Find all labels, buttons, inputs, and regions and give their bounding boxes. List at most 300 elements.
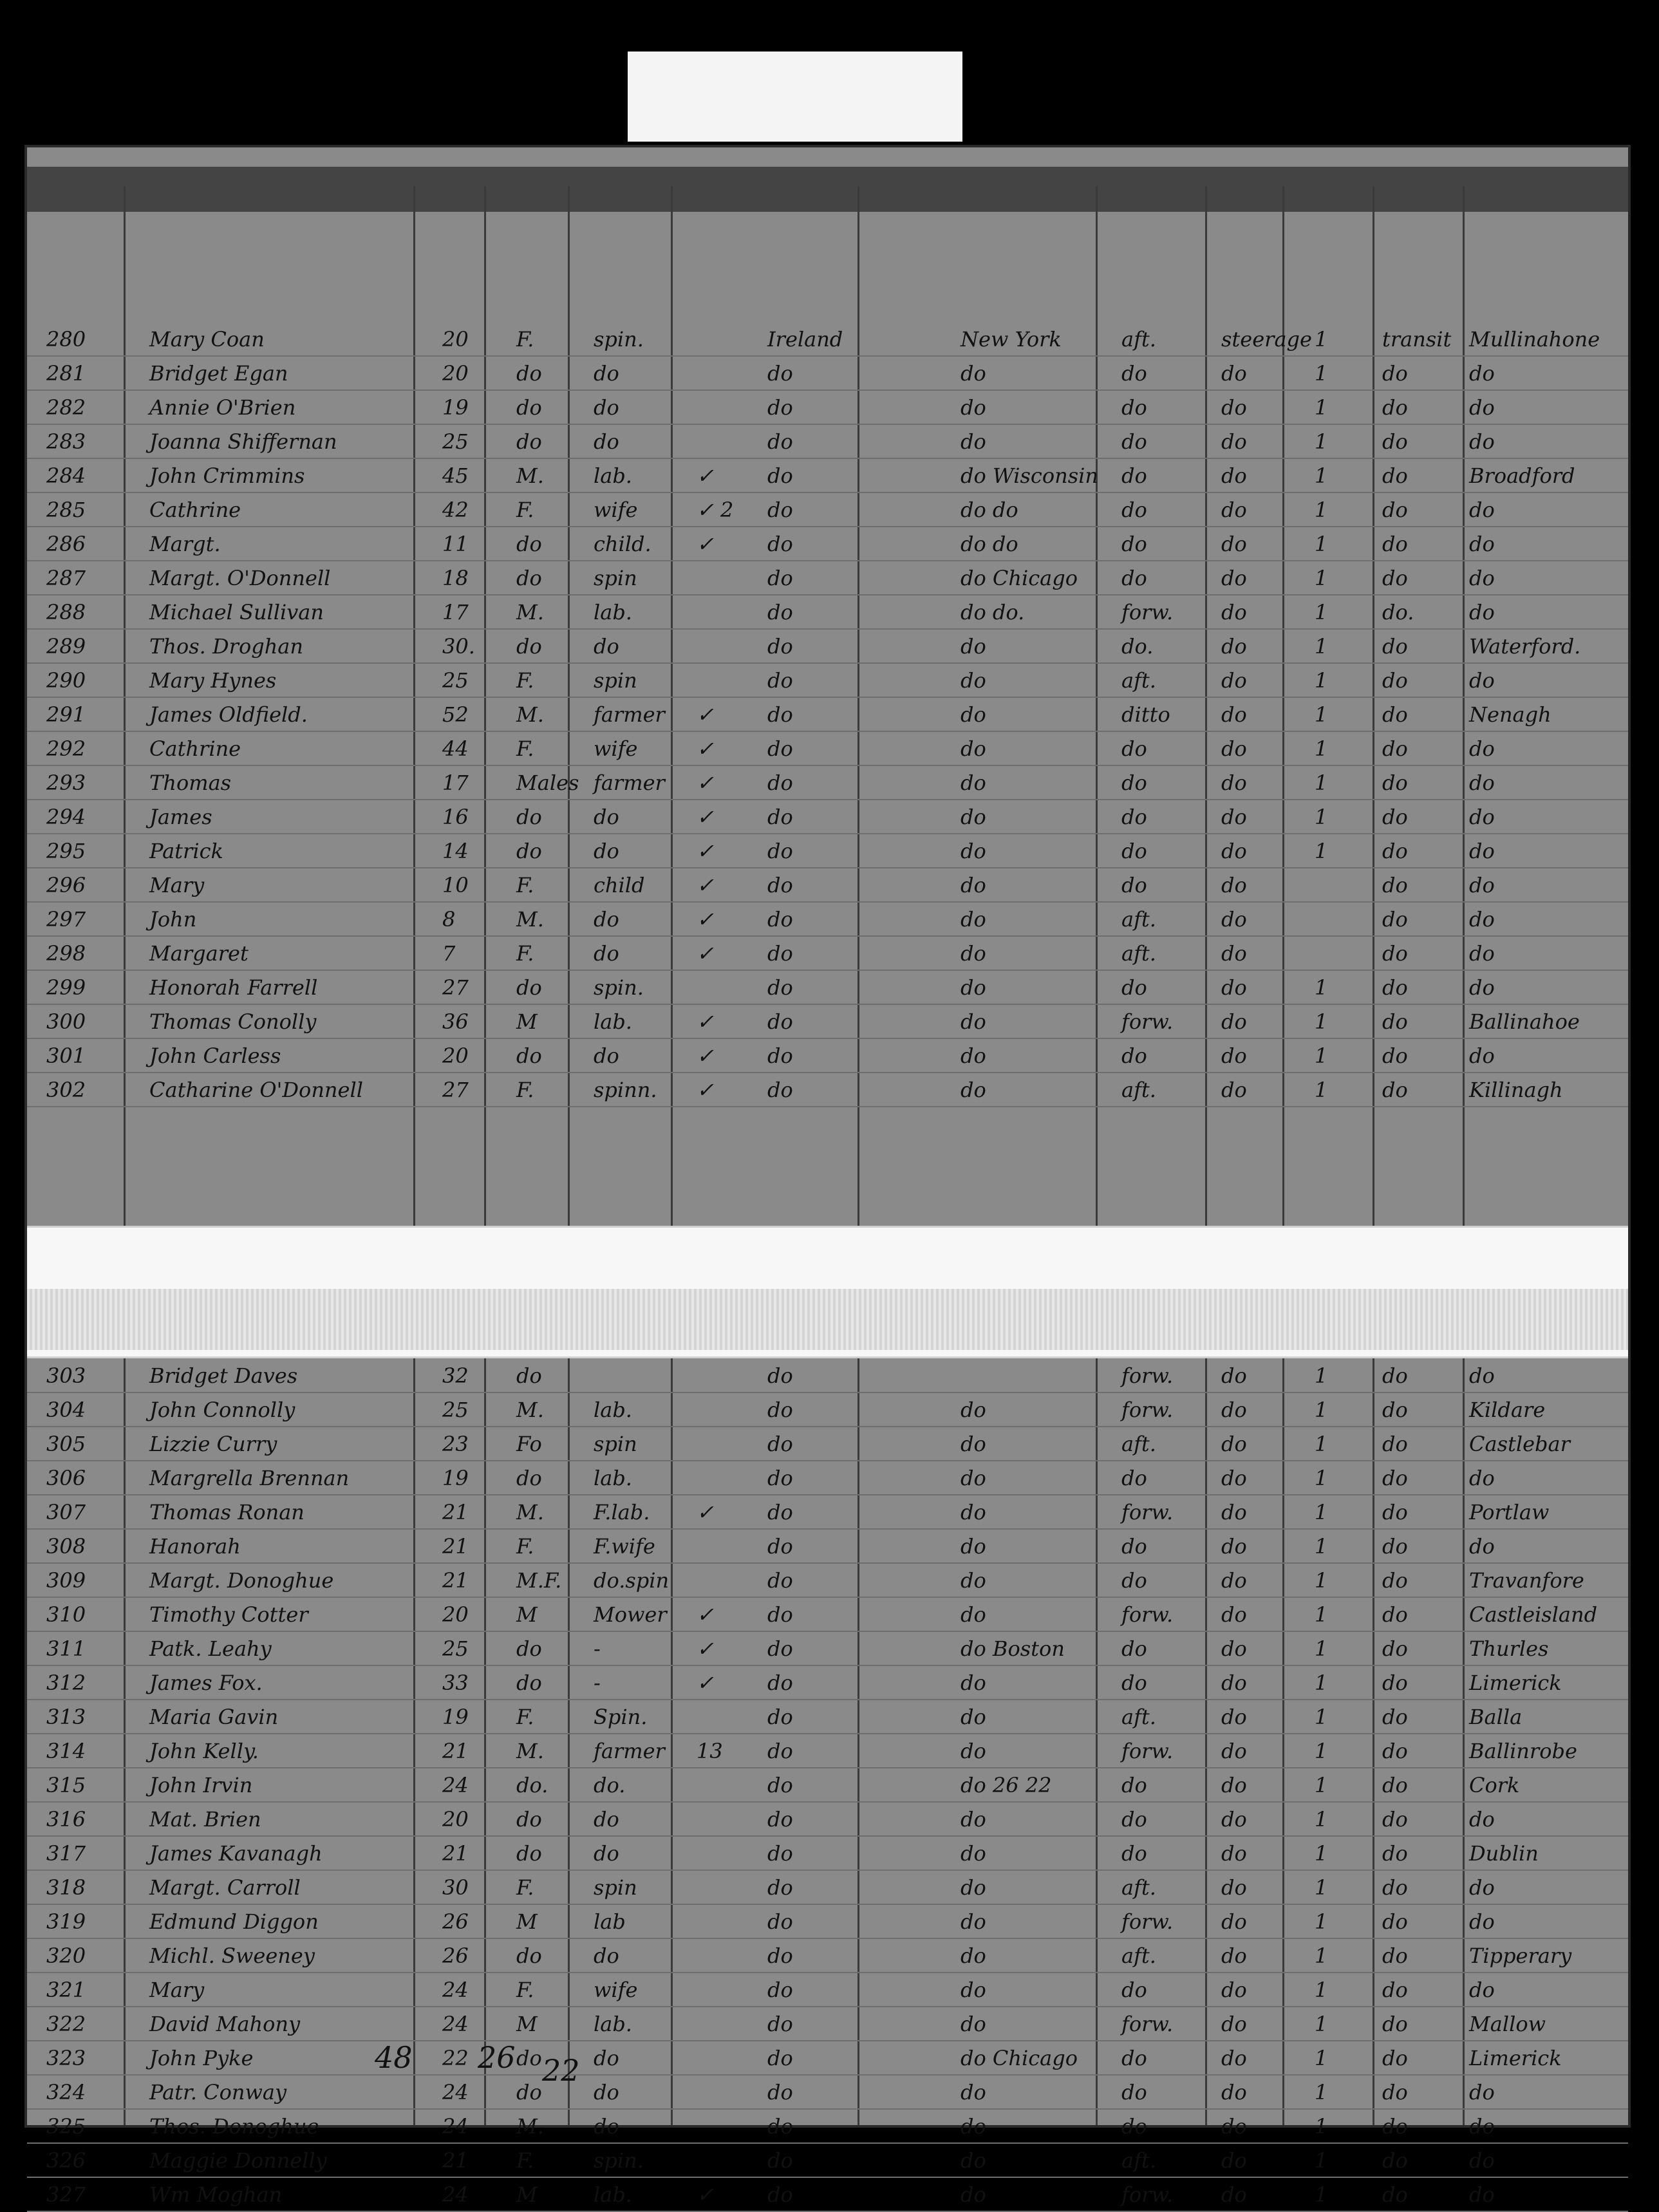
- cell-country: do: [767, 566, 793, 590]
- cell-town: Broadford: [1469, 464, 1575, 488]
- cell-comp: do.: [1121, 634, 1154, 659]
- cell-mark: ✓: [697, 1636, 714, 1661]
- cell-num: 299: [46, 975, 86, 1000]
- cell-town: do: [1469, 941, 1495, 966]
- cell-dest: do: [961, 839, 986, 863]
- cell-sex: do: [516, 361, 542, 386]
- cell-comp: aft.: [1121, 1944, 1156, 1968]
- cell-country: do: [767, 464, 793, 488]
- cell-town: Mallow: [1469, 2012, 1546, 2036]
- cell-occ: [594, 1362, 690, 1390]
- cell-transit: do: [1382, 1500, 1408, 1524]
- cell-pkg: 1: [1315, 361, 1328, 386]
- cell-country: do: [767, 395, 793, 420]
- cell-town: Balla: [1469, 1705, 1523, 1729]
- cell-sex: do: [516, 395, 542, 420]
- cell-age: 25: [442, 1636, 469, 1661]
- cell-town: do: [1469, 2080, 1495, 2104]
- cell-transit: do: [1382, 1944, 1408, 1968]
- cell-dest: do 26 22: [961, 1773, 1052, 1797]
- cell-comp: aft.: [1121, 2148, 1156, 2173]
- cell-pkg: 1: [1315, 1978, 1328, 2002]
- cell-town: do: [1469, 2182, 1495, 2207]
- cell-town: Waterford.: [1469, 634, 1581, 659]
- table-row: [27, 1733, 1628, 1768]
- cell-country: do: [767, 2046, 793, 2070]
- cell-comp: forw.: [1121, 1602, 1174, 1627]
- cell-town: do: [1469, 907, 1495, 932]
- cell-name: John Carless: [149, 1044, 281, 1068]
- cell-age: 23: [442, 1432, 469, 1456]
- cell-pkg: 1: [1315, 1568, 1328, 1593]
- cell-num: 309: [46, 1568, 86, 1593]
- cell-occ: do: [594, 805, 619, 829]
- table-row: [27, 2108, 1628, 2144]
- cell-town: do: [1469, 1978, 1495, 2002]
- cell-age: 24: [442, 2012, 469, 2036]
- cell-name: Cathrine: [149, 498, 241, 522]
- cell-mark: [697, 973, 767, 1002]
- cell-mark: [697, 1976, 767, 2004]
- cell-comp: do: [1121, 361, 1147, 386]
- cell-age: 18: [442, 566, 469, 590]
- cell-occ: spin: [594, 1432, 637, 1456]
- cell-age: 21: [442, 1841, 469, 1866]
- cell-dest: New York: [961, 327, 1062, 351]
- cell-num: 326: [46, 2148, 86, 2173]
- cell-name: Mary Hynes: [149, 668, 277, 693]
- cell-mark: [697, 1873, 767, 1902]
- cell-name: Thomas Conolly: [149, 1009, 317, 1034]
- cell-sex: Fo: [516, 1432, 542, 1456]
- cell-transit: do: [1382, 736, 1408, 761]
- page-top-edge: [27, 167, 1628, 212]
- cell-dest: do: [961, 2148, 986, 2173]
- cell-transit: do: [1382, 2114, 1408, 2139]
- cell-class: do: [1221, 1534, 1247, 1559]
- cell-town: Killinagh: [1469, 1078, 1563, 1102]
- cell-town: do: [1469, 975, 1495, 1000]
- cell-transit: do: [1382, 975, 1408, 1000]
- cell-name: Margt. Donoghue: [149, 1568, 334, 1593]
- table-row: [27, 1038, 1628, 1073]
- table-row: [27, 526, 1628, 561]
- cell-transit: do: [1382, 873, 1408, 897]
- table-row: [27, 1004, 1628, 1039]
- cell-num: 282: [46, 395, 86, 420]
- table-row: [27, 1767, 1628, 1803]
- cell-dest: do: [961, 907, 986, 932]
- cell-town: do: [1469, 1364, 1495, 1388]
- cell-comp: do: [1121, 1978, 1147, 2002]
- cell-sex: do: [516, 805, 542, 829]
- cell-num: 281: [46, 361, 86, 386]
- cell-pkg: 1: [1315, 975, 1328, 1000]
- cell-dest: do: [961, 429, 986, 454]
- cell-comp: do: [1121, 1773, 1147, 1797]
- cell-mark: 13: [697, 1739, 723, 1763]
- cell-mark: ✓: [697, 1500, 714, 1524]
- cell-dest: do: [961, 361, 986, 386]
- table-row: [27, 321, 1628, 357]
- cell-country: do: [767, 1466, 793, 1490]
- table-row: [27, 492, 1628, 527]
- cell-sex: do.: [516, 1773, 548, 1797]
- cell-transit: do: [1382, 1364, 1408, 1388]
- cell-occ: do: [594, 2046, 619, 2070]
- cell-class: do: [1221, 1009, 1247, 1034]
- cell-pkg: 1: [1315, 2114, 1328, 2139]
- cell-transit: do: [1382, 566, 1408, 590]
- cell-class: do: [1221, 1978, 1247, 2002]
- cell-sex: Males: [516, 771, 579, 795]
- cell-name: Michl. Sweeney: [149, 1944, 315, 1968]
- table-row: [27, 628, 1628, 664]
- cell-age: 24: [442, 2080, 469, 2104]
- cell-class: do: [1221, 464, 1247, 488]
- cell-town: do: [1469, 532, 1495, 556]
- cell-sex: do: [516, 1807, 542, 1832]
- cell-dest: do: [961, 771, 986, 795]
- cell-mark: [697, 1532, 767, 1561]
- cell-age: 19: [442, 1466, 469, 1490]
- cell-age: 25: [442, 1398, 469, 1422]
- cell-age: 32: [442, 1364, 469, 1388]
- cell-occ: F.wife: [594, 1534, 655, 1559]
- cell-occ: lab.: [594, 1009, 632, 1034]
- cell-transit: do: [1382, 1773, 1408, 1797]
- cell-town: do: [1469, 771, 1495, 795]
- cell-name: Margrella Brennan: [149, 1466, 350, 1490]
- cell-mark: [697, 2078, 767, 2106]
- cell-country: do: [767, 1978, 793, 2002]
- cell-town: Kildare: [1469, 1398, 1546, 1422]
- cell-age: 20: [442, 327, 469, 351]
- cell-dest: do: [961, 1432, 986, 1456]
- cell-mark: ✓: [697, 873, 714, 897]
- cell-class: do: [1221, 566, 1247, 590]
- cell-mark: [697, 1942, 767, 1970]
- cell-transit: do: [1382, 2148, 1408, 2173]
- table-row: [27, 799, 1628, 834]
- cell-class: do: [1221, 1705, 1247, 1729]
- cell-comp: aft.: [1121, 1705, 1156, 1729]
- table-row: [27, 2142, 1628, 2178]
- cell-mark: [697, 1362, 767, 1390]
- cell-country: do: [767, 839, 793, 863]
- cell-num: 301: [46, 1044, 86, 1068]
- cell-num: 306: [46, 1466, 86, 1490]
- cell-class: do: [1221, 1636, 1247, 1661]
- cell-occ: Mower: [594, 1602, 667, 1627]
- cell-town: Travanfore: [1469, 1568, 1584, 1593]
- cell-transit: do: [1382, 2182, 1408, 2207]
- cell-mark: ✓: [697, 941, 714, 966]
- cell-sex: F.: [516, 873, 534, 897]
- cell-dest: do: [961, 941, 986, 966]
- cell-mark: [697, 1430, 767, 1458]
- cell-age: 25: [442, 429, 469, 454]
- cell-num: 303: [46, 1364, 86, 1388]
- cell-num: 322: [46, 2012, 86, 2036]
- cell-mark: [697, 1907, 767, 1936]
- cell-class: do: [1221, 975, 1247, 1000]
- cell-sex: M: [516, 1009, 538, 1034]
- cell-pkg: 1: [1315, 532, 1328, 556]
- table-row: [27, 1631, 1628, 1666]
- cell-occ: do: [594, 361, 619, 386]
- table-row: [27, 1835, 1628, 1871]
- cell-class: do: [1221, 2012, 1247, 2036]
- cell-class: do: [1221, 1432, 1247, 1456]
- cell-pkg: 1: [1315, 634, 1328, 659]
- cell-pkg: 1: [1315, 1739, 1328, 1763]
- cell-comp: do: [1121, 1636, 1147, 1661]
- cell-comp: do: [1121, 839, 1147, 863]
- cell-dest: do: [961, 1909, 986, 1934]
- cell-age: 20: [442, 361, 469, 386]
- cell-comp: aft.: [1121, 941, 1156, 966]
- cell-class: do: [1221, 2046, 1247, 2070]
- cell-country: do: [767, 532, 793, 556]
- cell-sex: F.: [516, 668, 534, 693]
- cell-country: do: [767, 907, 793, 932]
- cell-transit: do: [1382, 941, 1408, 966]
- manifest-page: [24, 145, 1631, 2207]
- cell-class: do: [1221, 498, 1247, 522]
- cell-country: do: [767, 361, 793, 386]
- cell-town: do: [1469, 873, 1495, 897]
- cell-mark: ✓: [697, 1602, 714, 1627]
- cell-num: 280: [46, 327, 86, 351]
- cell-comp: do: [1121, 566, 1147, 590]
- cell-class: do: [1221, 532, 1247, 556]
- cell-transit: do: [1382, 1909, 1408, 1934]
- cell-occ: wife: [594, 736, 638, 761]
- cell-occ: lab.: [594, 1398, 632, 1422]
- table-row: [27, 1392, 1628, 1427]
- table-row: [27, 1699, 1628, 1734]
- cell-sex: M.: [516, 1739, 544, 1763]
- cell-transit: do: [1382, 1671, 1408, 1695]
- cell-occ: child.: [594, 532, 651, 556]
- cell-comp: do: [1121, 498, 1147, 522]
- cell-transit: do: [1382, 771, 1408, 795]
- cell-name: James Kavanagh: [149, 1841, 323, 1866]
- cell-mark: [697, 1566, 767, 1595]
- cell-num: 313: [46, 1705, 86, 1729]
- cell-sex: M: [516, 1909, 538, 1934]
- cell-name: David Mahony: [149, 2012, 301, 2036]
- cell-dest: do: [961, 1875, 986, 1900]
- cell-dest: do: [961, 1534, 986, 1559]
- cell-occ: F.lab.: [594, 1500, 650, 1524]
- cell-transit: do: [1382, 1534, 1408, 1559]
- cell-town: Portlaw: [1469, 1500, 1550, 1524]
- cell-class: do: [1221, 1364, 1247, 1388]
- cell-age: 21: [442, 1568, 469, 1593]
- cell-mark: ✓ 2: [697, 498, 734, 522]
- table-row: [27, 355, 1628, 391]
- cell-pkg: 1: [1315, 600, 1328, 624]
- cell-num: 307: [46, 1500, 86, 1524]
- cell-comp: do: [1121, 532, 1147, 556]
- cell-comp: do: [1121, 771, 1147, 795]
- cell-age: 20: [442, 1602, 469, 1627]
- cell-num: 297: [46, 907, 86, 932]
- cell-occ: spin: [594, 668, 637, 693]
- cell-dest: do: [961, 1500, 986, 1524]
- cell-pkg: 1: [1315, 1909, 1328, 1934]
- cell-num: 304: [46, 1398, 86, 1422]
- cell-country: Ireland: [767, 327, 843, 351]
- cell-class: do: [1221, 1807, 1247, 1832]
- cell-comp: do: [1121, 873, 1147, 897]
- cell-mark: ✓: [697, 736, 714, 761]
- cell-mark: [697, 2146, 767, 2175]
- cell-sex: M: [516, 2012, 538, 2036]
- cell-num: 289: [46, 634, 86, 659]
- cell-town: do: [1469, 600, 1495, 624]
- cell-name: Catharine O'Donnell: [149, 1078, 363, 1102]
- cell-name: Cathrine: [149, 736, 241, 761]
- cell-class: do: [1221, 1671, 1247, 1695]
- table-row: [27, 901, 1628, 937]
- cell-dest: do Boston: [961, 1636, 1065, 1661]
- cell-mark: ✓: [697, 532, 714, 556]
- cell-class: do: [1221, 429, 1247, 454]
- cell-occ: spin.: [594, 975, 644, 1000]
- cell-dest: do: [961, 2012, 986, 2036]
- cell-comp: aft.: [1121, 668, 1156, 693]
- cell-sex: F.: [516, 941, 534, 966]
- cell-num: 308: [46, 1534, 86, 1559]
- cell-transit: do: [1382, 1009, 1408, 1034]
- cell-sex: do: [516, 1944, 542, 1968]
- cell-dest: do Wisconsin: [961, 464, 1098, 488]
- table-row: [27, 1972, 1628, 2007]
- cell-pkg: 1: [1315, 839, 1328, 863]
- cell-comp: forw.: [1121, 600, 1174, 624]
- cell-dest: [961, 1362, 1115, 1390]
- cell-mark: ✓: [697, 702, 714, 727]
- cell-sex: M.: [516, 600, 544, 624]
- cell-mark: [697, 1464, 767, 1492]
- cell-num: 295: [46, 839, 86, 863]
- cell-country: do: [767, 1432, 793, 1456]
- cell-town: Thurles: [1469, 1636, 1549, 1661]
- cell-pkg: 1: [1315, 327, 1328, 351]
- cell-town: Nenagh: [1469, 702, 1551, 727]
- table-row: [27, 458, 1628, 493]
- cell-pkg: 1: [1315, 1671, 1328, 1695]
- table-row: [27, 2040, 1628, 2076]
- table-row: [27, 731, 1628, 766]
- cell-age: 24: [442, 1773, 469, 1797]
- cell-dest: do: [961, 873, 986, 897]
- cell-age: 8: [442, 907, 456, 932]
- cell-num: 314: [46, 1739, 86, 1763]
- cell-town: do: [1469, 1466, 1495, 1490]
- cell-age: 30: [442, 1875, 469, 1900]
- cell-country: do: [767, 2080, 793, 2104]
- cell-mark: ✓: [697, 464, 714, 488]
- cell-num: 316: [46, 1807, 86, 1832]
- cell-occ: spin: [594, 566, 637, 590]
- cell-dest: do: [961, 1466, 986, 1490]
- cell-name: Thomas: [149, 771, 232, 795]
- cell-town: Ballinahoe: [1469, 1009, 1580, 1034]
- cell-sex: do: [516, 566, 542, 590]
- cell-age: 19: [442, 395, 469, 420]
- cell-age: 7: [442, 941, 456, 966]
- cell-pkg: 1: [1315, 395, 1328, 420]
- cell-occ: lab.: [594, 2182, 632, 2207]
- cell-name: James: [149, 805, 212, 829]
- cell-mark: [697, 1839, 767, 1868]
- cell-town: do: [1469, 2148, 1495, 2173]
- cell-num: 325: [46, 2114, 86, 2139]
- table-row: [27, 1426, 1628, 1461]
- cell-transit: do: [1382, 907, 1408, 932]
- cell-transit: do: [1382, 498, 1408, 522]
- cell-pkg: 1: [1315, 2046, 1328, 2070]
- cell-name: Thomas Ronan: [149, 1500, 305, 1524]
- cell-occ: farmer: [594, 702, 665, 727]
- cell-transit: do: [1382, 1568, 1408, 1593]
- cell-class: do: [1221, 873, 1247, 897]
- cell-sex: do: [516, 1364, 542, 1388]
- cell-town: do: [1469, 839, 1495, 863]
- cell-transit: do: [1382, 839, 1408, 863]
- cell-occ: lab: [594, 1909, 626, 1934]
- cell-pkg: 1: [1315, 1500, 1328, 1524]
- cell-comp: forw.: [1121, 1009, 1174, 1034]
- cell-class: steerage: [1221, 327, 1312, 351]
- cell-age: 21: [442, 2148, 469, 2173]
- cell-class: do: [1221, 2080, 1247, 2104]
- cell-comp: do: [1121, 2046, 1147, 2070]
- cell-transit: transit: [1382, 327, 1452, 351]
- cell-dest: do: [961, 634, 986, 659]
- cell-age: 42: [442, 498, 469, 522]
- cell-transit: do: [1382, 429, 1408, 454]
- cell-comp: forw.: [1121, 1739, 1174, 1763]
- cell-sex: do: [516, 532, 542, 556]
- cell-comp: do: [1121, 464, 1147, 488]
- cell-num: 298: [46, 941, 86, 966]
- table-row: [27, 935, 1628, 971]
- cell-country: do: [767, 1568, 793, 1593]
- cell-age: 45: [442, 464, 469, 488]
- cell-occ: wife: [594, 1978, 638, 2002]
- cell-age: 22: [442, 2046, 469, 2070]
- cell-pkg: 1: [1315, 1841, 1328, 1866]
- cell-country: do: [767, 498, 793, 522]
- cell-name: Bridget Daves: [149, 1364, 298, 1388]
- cell-pkg: 1: [1315, 2182, 1328, 2207]
- cell-transit: do: [1382, 1044, 1408, 1068]
- cell-town: do: [1469, 668, 1495, 693]
- cell-age: 25: [442, 668, 469, 693]
- cell-town: do: [1469, 736, 1495, 761]
- cell-sex: M.: [516, 1500, 544, 1524]
- cell-sex: M.: [516, 2114, 544, 2139]
- table-row: [27, 1801, 1628, 1837]
- cell-town: Limerick: [1469, 1671, 1562, 1695]
- cell-num: 302: [46, 1078, 86, 1102]
- cell-name: Patk. Leahy: [149, 1636, 272, 1661]
